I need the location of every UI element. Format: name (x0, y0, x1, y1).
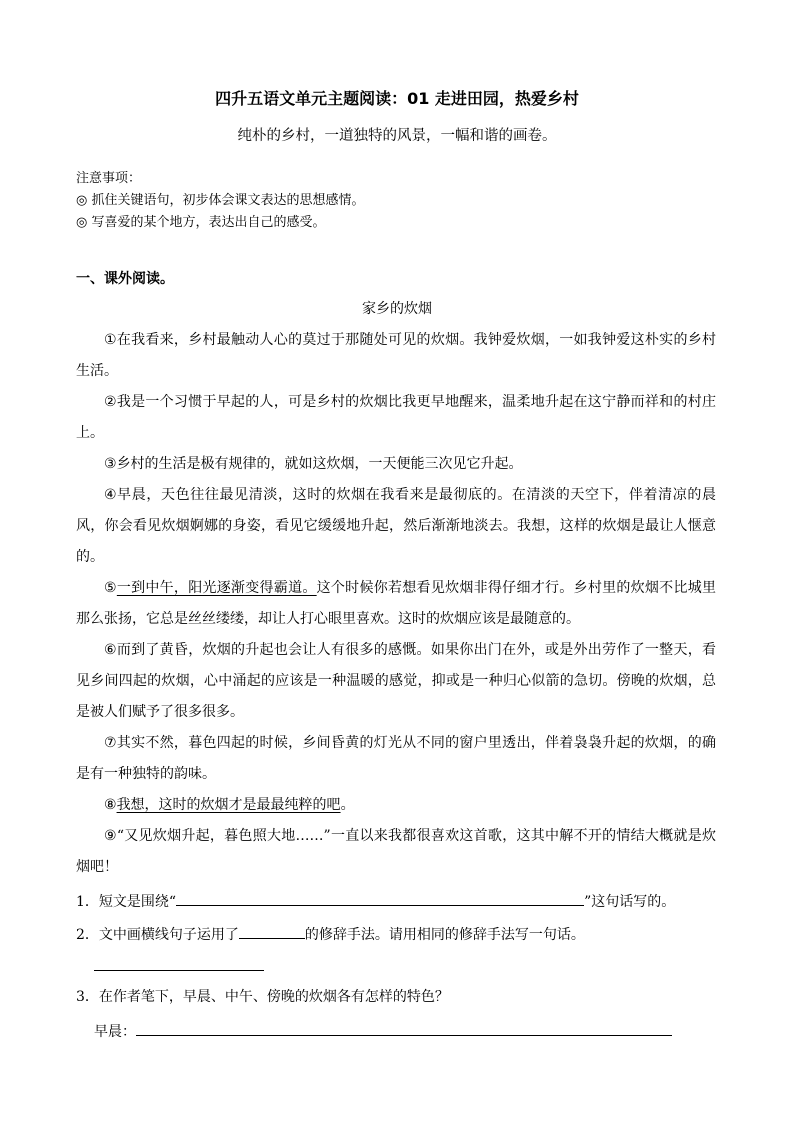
paragraph-number: ⑥ (104, 642, 117, 658)
paragraph-number: ① (104, 332, 117, 348)
paragraph-text: “又见炊烟升起，暮色照大地……”一直以来我都很喜欢这首歌，这其中解不开的情结大概就是炊烟吧！ (76, 828, 716, 875)
question-2-sentence-line[interactable] (94, 970, 264, 971)
question-2-prefix: 2．文中画横线句子运用了 (76, 927, 239, 943)
question-3-morning-label: 早晨： (94, 1024, 136, 1040)
paragraph-text: 这个时候你若想看见炊烟非得仔细才行。乡村里的炊烟不比城里那么张扬，它总是丝丝缕缕，却让人打心眼里喜欢。这时的炊烟应该是最随意的。 (76, 580, 716, 627)
paragraph-number: ② (104, 394, 117, 410)
paragraph-text: 其实不然，暮色四起的时候，乡间昏黄的灯光从不同的窗户里透出，伴着袅袅升起的炊烟，的确是有一种独特的韵味。 (76, 735, 716, 782)
paragraph-number: ④ (104, 487, 118, 503)
paragraph-text: 。 (340, 797, 355, 813)
question-3: 3．在作者笔下，早晨、中午、傍晚的炊烟各有怎样的特色？ (76, 989, 449, 1005)
paragraph-text: 乡村的生活是极有规律的，就如这炊烟，一天便能三次见它升起。 (116, 456, 523, 472)
question-2-suffix: 的修辞手法。请用相同的修辞手法写一句话。 (304, 927, 585, 943)
page-title: 四升五语文单元主题阅读：01 走进田园，热爱乡村 (215, 89, 579, 108)
paragraph-3 (76, 449, 716, 480)
questions-block (76, 886, 716, 952)
question-1 (76, 886, 716, 919)
notes-heading: 注意事项： (76, 171, 142, 186)
underlined-sentence: 我想，这时的炊烟才是最最纯粹的吧 (116, 797, 341, 813)
article-body (76, 325, 716, 883)
paragraph-number: ③ (104, 456, 117, 472)
notes-item: ◎ 抓住关键语句，初步体会课文表达的思想感情。 (76, 193, 365, 208)
paragraph-7 (76, 728, 716, 790)
notes-item: ◎ 写喜爱的某个地方，表达出自己的感受。 (76, 215, 326, 230)
question-1-prefix: 1．短文是围绕“ (76, 894, 177, 910)
paragraph-6 (76, 635, 716, 728)
question-3-morning-answer-line[interactable] (136, 1019, 672, 1036)
question-2-answer-blank[interactable] (239, 920, 305, 939)
paragraph-5 (76, 573, 716, 635)
article-title: 家乡的炊烟 (362, 301, 432, 317)
question-1-answer-blank[interactable] (176, 887, 584, 906)
page-subtitle: 纯朴的乡村，一道独特的风景，一幅和谐的画卷。 (237, 128, 557, 144)
paragraph-2 (76, 387, 716, 449)
paragraph-4 (76, 480, 716, 573)
paragraph-text: 早晨，天色往往最见清淡，这时的炊烟在我看来是最彻底的。在清淡的天空下，伴着清凉的晨风，你会看见炊烟婀娜的身姿，看见它缓缓地升起，然后渐渐地淡去。我想，这样的炊烟是最让人惬意的。 (76, 487, 716, 565)
paragraph-text: 在我看来，乡村最触动人心的莫过于那随处可见的炊烟。我钟爱炊烟，一如我钟爱这朴实的乡村生活。 (76, 332, 716, 379)
question-2 (76, 919, 716, 952)
paragraph-text: 而到了黄昏，炊烟的升起也会让人有很多的感慨。如果你出门在外，或是外出劳作了一整天，看见乡间四起的炊烟，心中涌起的应该是一种温暖的感觉，抑或是一种归心似箭的急切。傍晚的炊烟，总是被人们赋予了很多很多。 (76, 642, 716, 720)
section-heading: 一、课外阅读。 (76, 271, 174, 287)
paragraph-number: ⑦ (104, 735, 117, 751)
notes-block (76, 168, 364, 234)
paragraph-1 (76, 325, 716, 387)
paragraph-text: 我是一个习惯于早起的人，可是乡村的炊烟比我更早地醒来，温柔地升起在这宁静而祥和的村庄上。 (76, 394, 716, 441)
paragraph-number: ⑤ (104, 580, 117, 596)
paragraph-9 (76, 821, 716, 883)
paragraph-number: ⑨ (104, 828, 117, 844)
paragraph-8 (76, 790, 716, 821)
question-3-morning (94, 1019, 672, 1041)
underlined-sentence: 一到中午，阳光逐渐变得霸道。 (116, 580, 317, 596)
question-1-suffix: ”这句话写的。 (584, 894, 676, 910)
paragraph-number: ⑧ (104, 797, 117, 813)
